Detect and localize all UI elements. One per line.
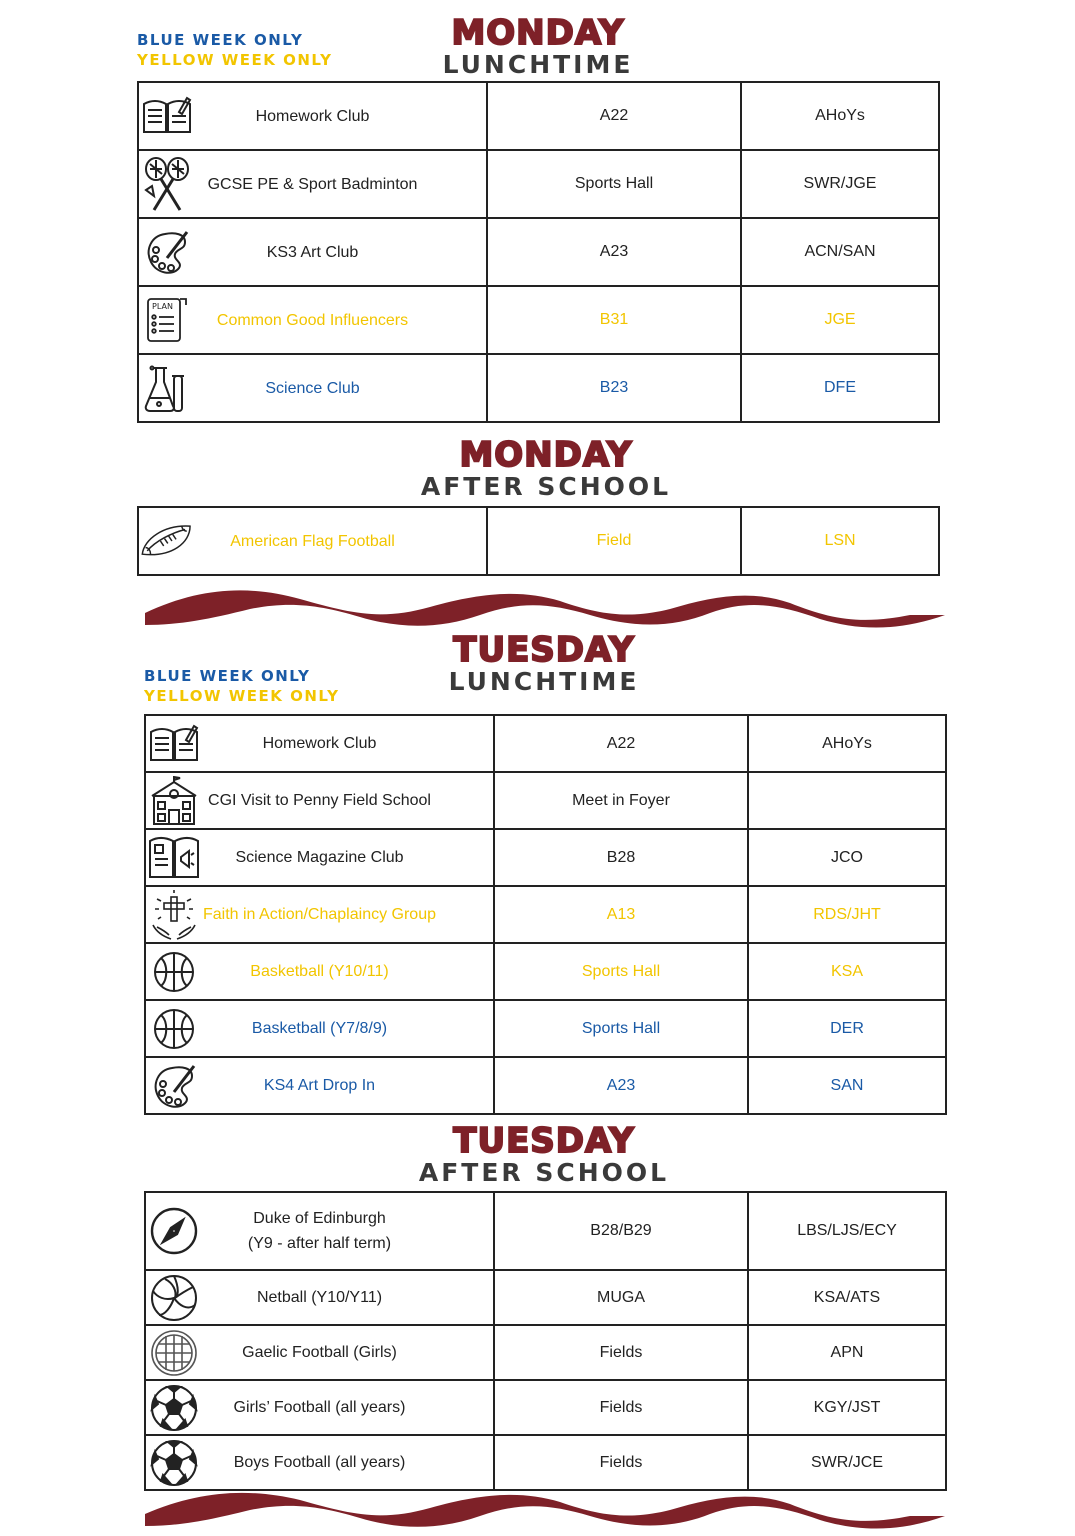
activity-name bbox=[202, 1016, 493, 1041]
table-row bbox=[145, 1270, 946, 1325]
activity-line: KS4 Art Drop In bbox=[263, 1077, 376, 1094]
staff-cell: RDS/JHT bbox=[748, 886, 946, 943]
school-icon bbox=[146, 776, 202, 826]
activity-cell bbox=[145, 1325, 494, 1380]
table-row bbox=[145, 772, 946, 829]
volleyball-icon bbox=[146, 1273, 202, 1323]
activity-name bbox=[202, 1285, 493, 1310]
activity-cell bbox=[145, 1270, 494, 1325]
day-title: MONDAY bbox=[451, 13, 625, 53]
staff-cell: KSA/ATS bbox=[748, 1270, 946, 1325]
table-row bbox=[138, 354, 939, 422]
plan-icon bbox=[139, 295, 195, 345]
staff-cell: JGE bbox=[741, 286, 939, 354]
palette-icon bbox=[139, 228, 195, 276]
table-row bbox=[138, 507, 939, 575]
table-row bbox=[138, 150, 939, 218]
svg-text:PLAN: PLAN bbox=[152, 302, 173, 311]
room-cell: Field bbox=[487, 507, 741, 575]
tuesday-lunch-heading bbox=[344, 630, 744, 697]
room-cell: Sports Hall bbox=[487, 150, 741, 218]
activity-name bbox=[195, 308, 486, 333]
activity-cell bbox=[145, 943, 494, 1000]
staff-cell: APN bbox=[748, 1325, 946, 1380]
activity-line: GCSE PE & Sport Badminton bbox=[207, 175, 418, 193]
staff-cell: KGY/JST bbox=[748, 1380, 946, 1435]
table-row bbox=[145, 886, 946, 943]
activity-name bbox=[202, 731, 493, 756]
activity-name bbox=[195, 240, 486, 265]
activity-name bbox=[202, 845, 493, 870]
wave-divider bbox=[140, 1488, 950, 1536]
activity-cell bbox=[145, 1380, 494, 1435]
table-row bbox=[145, 715, 946, 772]
magazine-icon bbox=[146, 835, 202, 881]
activity-cell bbox=[138, 507, 487, 575]
blue-week-legend: BLUE WEEK ONLY bbox=[137, 31, 304, 49]
activity-name bbox=[195, 104, 486, 129]
staff-cell: JCO bbox=[748, 829, 946, 886]
activity-name bbox=[202, 959, 493, 984]
staff-cell: DER bbox=[748, 1000, 946, 1057]
yellow-week-legend: YELLOW WEEK ONLY bbox=[137, 51, 333, 69]
week-legend bbox=[144, 666, 339, 706]
room-cell: A22 bbox=[487, 82, 741, 150]
activity-cell bbox=[145, 1057, 494, 1114]
palette-icon bbox=[146, 1062, 202, 1110]
room-cell: Fields bbox=[494, 1380, 748, 1435]
day-title: MONDAY bbox=[459, 435, 633, 475]
staff-cell: SAN bbox=[748, 1057, 946, 1114]
soccer-ball-icon bbox=[146, 1383, 202, 1433]
activity-name bbox=[202, 788, 493, 813]
activity-cell bbox=[138, 150, 487, 218]
basketball-icon bbox=[146, 1007, 202, 1051]
activity-cell bbox=[138, 354, 487, 422]
staff-cell: KSA bbox=[748, 943, 946, 1000]
activity-cell bbox=[145, 1192, 494, 1270]
table-row bbox=[138, 286, 939, 354]
day-title: TUESDAY bbox=[453, 1121, 635, 1161]
activity-line: Duke of Edinburgh bbox=[253, 1210, 386, 1227]
activity-cell bbox=[145, 829, 494, 886]
activity-name bbox=[195, 529, 486, 554]
room-cell: A13 bbox=[494, 886, 748, 943]
book-icon bbox=[146, 724, 202, 764]
activity-line: CGI Visit to Penny Field School bbox=[208, 792, 431, 809]
badminton-icon bbox=[139, 156, 195, 212]
week-legend bbox=[137, 30, 332, 70]
staff-cell: SWR/JGE bbox=[741, 150, 939, 218]
staff-cell: ACN/SAN bbox=[741, 218, 939, 286]
activity-line: Science Club bbox=[265, 379, 360, 397]
flask-icon bbox=[139, 362, 195, 414]
book-icon bbox=[139, 96, 195, 136]
table-row bbox=[138, 218, 939, 286]
monday-after-table bbox=[137, 506, 940, 576]
monday-lunch-table bbox=[137, 81, 940, 423]
room-cell: Sports Hall bbox=[494, 943, 748, 1000]
room-cell: A22 bbox=[494, 715, 748, 772]
session-title: LUNCHTIME bbox=[442, 50, 634, 79]
activity-cell bbox=[145, 1000, 494, 1057]
activity-line: Homework Club bbox=[262, 735, 377, 752]
room-cell: Meet in Foyer bbox=[494, 772, 748, 829]
staff-cell bbox=[748, 772, 946, 829]
staff-cell: AHoYs bbox=[741, 82, 939, 150]
table-row bbox=[145, 1192, 946, 1270]
table-row bbox=[145, 1380, 946, 1435]
room-cell: B23 bbox=[487, 354, 741, 422]
activity-cell bbox=[145, 715, 494, 772]
activity-line: Basketball (Y7/8/9) bbox=[251, 1020, 388, 1037]
monday-after-heading bbox=[346, 435, 746, 502]
session-title: LUNCHTIME bbox=[448, 667, 640, 696]
room-cell: B31 bbox=[487, 286, 741, 354]
compass-icon bbox=[146, 1206, 202, 1256]
activity-line: Science Magazine Club bbox=[235, 849, 404, 866]
activity-line: Basketball (Y10/11) bbox=[250, 963, 389, 980]
room-cell: MUGA bbox=[494, 1270, 748, 1325]
room-cell: Fields bbox=[494, 1435, 748, 1490]
room-cell: A23 bbox=[494, 1057, 748, 1114]
gaelic-ball-icon bbox=[146, 1328, 202, 1378]
activity-name bbox=[202, 902, 493, 927]
day-title: TUESDAY bbox=[453, 630, 635, 670]
activity-line: Homework Club bbox=[255, 107, 370, 125]
staff-cell: AHoYs bbox=[748, 715, 946, 772]
activity-cell bbox=[145, 772, 494, 829]
table-row bbox=[145, 1325, 946, 1380]
activity-name bbox=[202, 1073, 493, 1098]
activity-line: Netball (Y10/Y11) bbox=[256, 1289, 383, 1306]
session-title: AFTER SCHOOL bbox=[418, 1158, 670, 1187]
activity-cell bbox=[145, 1435, 494, 1490]
activity-cell bbox=[138, 82, 487, 150]
activity-line: Girls’ Football (all years) bbox=[233, 1399, 406, 1416]
room-cell: Sports Hall bbox=[494, 1000, 748, 1057]
wave-divider bbox=[140, 585, 950, 635]
activity-name bbox=[202, 1340, 493, 1365]
activity-name bbox=[202, 1206, 493, 1256]
table-row bbox=[145, 1435, 946, 1490]
basketball-icon bbox=[146, 950, 202, 994]
activity-cell bbox=[138, 286, 487, 354]
blue-week-legend: BLUE WEEK ONLY bbox=[144, 667, 311, 685]
monday-lunch-heading bbox=[338, 13, 738, 80]
activity-line: Boys Football (all years) bbox=[233, 1454, 406, 1471]
activity-cell bbox=[138, 218, 487, 286]
tuesday-after-heading bbox=[344, 1121, 744, 1188]
staff-cell: LSN bbox=[741, 507, 939, 575]
activity-line: Gaelic Football (Girls) bbox=[242, 1344, 397, 1361]
activity-name bbox=[195, 376, 486, 401]
cross-hands-icon bbox=[146, 889, 202, 941]
table-row bbox=[138, 82, 939, 150]
american-football-icon bbox=[139, 519, 195, 563]
session-title: AFTER SCHOOL bbox=[420, 472, 672, 501]
activity-line: Common Good Influencers bbox=[216, 311, 409, 329]
table-row bbox=[145, 1000, 946, 1057]
staff-cell: DFE bbox=[741, 354, 939, 422]
staff-cell: SWR/JCE bbox=[748, 1435, 946, 1490]
room-cell: B28 bbox=[494, 829, 748, 886]
activity-name bbox=[202, 1395, 493, 1420]
room-cell: A23 bbox=[487, 218, 741, 286]
tuesday-after-table bbox=[144, 1191, 947, 1491]
room-cell: Fields bbox=[494, 1325, 748, 1380]
activity-line: American Flag Football bbox=[230, 532, 395, 550]
table-row bbox=[145, 829, 946, 886]
staff-cell: LBS/LJS/ECY bbox=[748, 1192, 946, 1270]
table-row bbox=[145, 1057, 946, 1114]
activity-name bbox=[202, 1450, 493, 1475]
yellow-week-legend: YELLOW WEEK ONLY bbox=[144, 687, 340, 705]
soccer-ball-icon bbox=[146, 1438, 202, 1488]
activity-cell bbox=[145, 886, 494, 943]
activity-line: KS3 Art Club bbox=[266, 243, 359, 261]
tuesday-lunch-table bbox=[144, 714, 947, 1115]
activity-name bbox=[195, 172, 486, 197]
table-row bbox=[145, 943, 946, 1000]
activity-line: (Y9 - after half term) bbox=[247, 1235, 392, 1252]
room-cell: B28/B29 bbox=[494, 1192, 748, 1270]
activity-line: Faith in Action/Chaplaincy Group bbox=[202, 906, 436, 923]
